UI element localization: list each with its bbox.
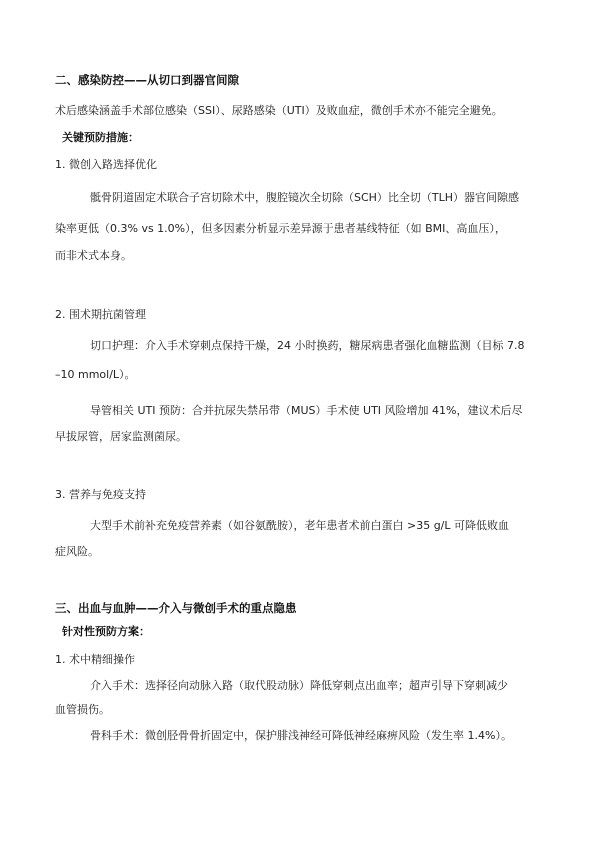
item-3-1-title: 1. 术中精细操作	[55, 653, 135, 666]
item-3-1-paragraph-2-line: 骨科手术：微创胫骨骨折固定中，保护腓浅神经可降低神经麻痹风险（发生率 1.4%）。	[90, 729, 512, 742]
item-2-2-paragraph-1-line: –10 mmol/L）。	[55, 368, 136, 381]
item-2-2-paragraph-2-line: 导管相关 UTI 预防：合并抗尿失禁吊带（MUS）手术使 UTI 风险增加 41%，建议术后尽	[90, 404, 523, 417]
section-2-measures-title: 关键预防措施：	[62, 131, 139, 144]
item-2-1-title: 1. 微创入路选择优化	[55, 158, 157, 171]
item-2-3-title: 3. 营养与免疫支持	[55, 488, 146, 501]
item-2-1-paragraph-line: 染率更低（0.3% vs 1.0%），但多因素分析显示差异源于患者基线特征（如 BMI、高血压），	[55, 222, 506, 235]
section-3-measures-title: 针对性预防方案：	[62, 625, 150, 638]
item-3-1-paragraph-1-line: 血管损伤。	[55, 703, 110, 716]
item-2-1-paragraph-line: 骶骨阴道固定术联合子宫切除术中，腹腔镜次全切除（SCH）比全切（TLH）器官间隙感	[90, 191, 520, 204]
item-3-1-paragraph-1-line: 介入手术：选择径向动脉入路（取代股动脉）降低穿刺点出血率；超声引导下穿刺减少	[90, 679, 508, 692]
item-2-2-paragraph-2-line: 早拔尿管，居家监测菌尿。	[55, 430, 187, 443]
item-2-2-paragraph-1-line: 切口护理：介入手术穿刺点保持干燥，24 小时换药，糖尿病患者强化血糖监测（目标 7.8	[90, 339, 525, 352]
item-2-1-paragraph-line: 而非术式本身。	[55, 249, 132, 262]
item-2-3-paragraph-line: 大型手术前补充免疫营养素（如谷氨酰胺），老年患者术前白蛋白 >35 g/L 可降低败血	[90, 519, 510, 532]
item-2-3-paragraph-line: 症风险。	[55, 545, 99, 558]
section-2-heading: 二、感染防控——从切口到器官间隙	[55, 73, 239, 87]
section-2-intro: 术后感染涵盖手术部位感染（SSI）、尿路感染（UTI）及败血症，微创手术亦不能完全避免。	[55, 104, 503, 117]
item-2-2-title: 2. 围术期抗菌管理	[55, 308, 146, 321]
section-3-heading: 三、出血与血肿——介入与微创手术的重点隐患	[55, 601, 297, 615]
